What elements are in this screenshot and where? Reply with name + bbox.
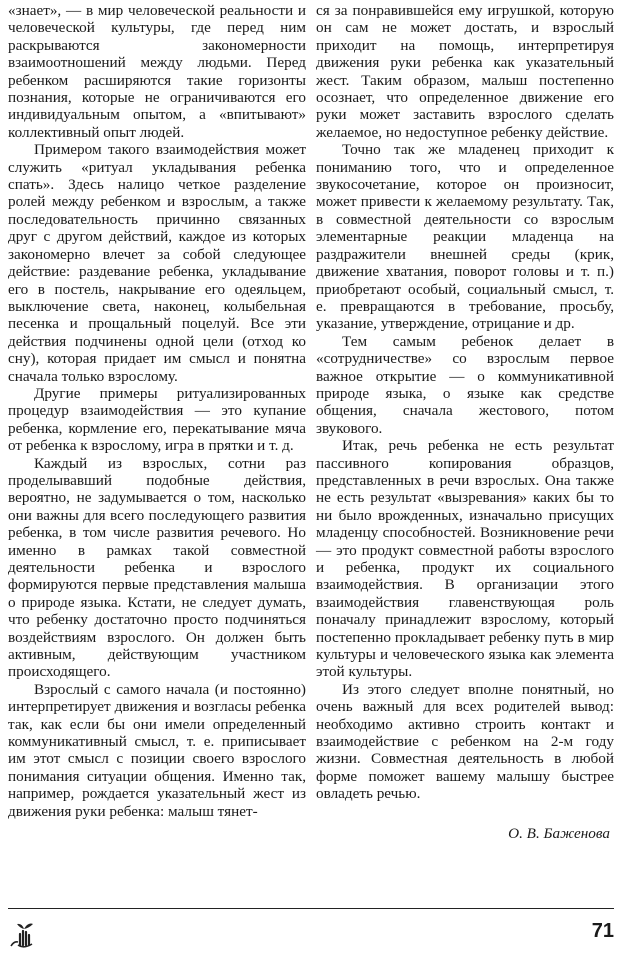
decorative-hand-sprout-icon bbox=[8, 920, 38, 950]
paragraph: Другие примеры ритуализированных процедур взаимодействия — это купание ребенка, кормление его, перекатывание мяча от ребенка к взрослому, игра в прятки и т. д. bbox=[8, 384, 306, 455]
paragraph: Примером такого взаимодействия может служить «ритуал укладывания ребенка спать». Здесь налицо четкое разделение ролей между ребенком и взрослым, а также последовательность причинно связанных друг с другом действий, каждое из которых закономерно влечет за собой следующее действие: раздевание ребенка, укладывание его в постель, накрывание его одеяльцем, выключение света, наконец, колыбельная песенка и прощальный поцелуй. Все эти действия подчинены одной цели (отход ко сну), которая придает им смысл и понятна сначала только взрослому. bbox=[8, 141, 306, 385]
article-right-column bbox=[316, 2, 614, 842]
paragraph: Точно так же младенец приходит к пониманию того, что и определенное звукосочетание, которое он произносит, может привести к желаемому результату. Так, в совместной деятельности со взрослым элементарные реакции младенца на раздражители внешней среды (крик, движение хватания, поворот головы и т. п.) приобретают особый, социальный смысл, т. е. превращаются в требование, просьбу, указание, утверждение, отрицание и др. bbox=[316, 141, 614, 333]
paragraph: «знает», — в мир человеческой реальности и человеческой культуры, где перед ним раскрываются закономерности взаимоотношений между людьми. Перед ребенком расширяются такие горизонты познания, которые не ограничиваются его индивидуальным опытом, а «впитывают» коллективный опыт людей. bbox=[8, 2, 306, 141]
author-signature: О. В. Баженова bbox=[508, 824, 610, 842]
paragraph: Взрослый с самого начала (и постоянно) интерпретирует движения и возгласы ребенка так, как если бы они имели определенный коммуникативный смысл, т. е. приписывает им этот смысл с позиции своего взрослого понимания ситуации общения. Именно так, например, рождается указательный жест из движения руки ребенка: малыш тянет- bbox=[8, 680, 306, 820]
footer-divider bbox=[8, 908, 614, 909]
paragraph: Из этого следует вполне понятный, но очень важный для всех родителей вывод: необходимо активно строить контакт и взаимодействие с ребенком на 2-м году жизни. Совместная деятельность в любой форме поможет вашему малышу быстрее овладеть речью. bbox=[316, 680, 614, 803]
paragraph: Тем самым ребенок делает в «сотрудничестве» со взрослым первое важное открытие — о коммуникативной природе языка, о языке как средстве общения, сначала жестового, потом звукового. bbox=[316, 332, 614, 437]
article-left-column bbox=[8, 2, 306, 820]
paragraph: Итак, речь ребенка не есть результат пассивного копирования образцов, представленных в речи взрослых. Она также не есть результат «вызревания» каких бы то ни было врожденных, изначально присущих младенцу способностей. Возникновение речи — это продукт совместной работы взрослого и ребенка, продукт их социального взаимодействия. В организации этого взаимодействия главенствующая роль поначалу принадлежит взрослому, который постепенно прокладывает ребенку путь в мир культуры и человеческого языка как элемента этой культуры. bbox=[316, 437, 614, 681]
paragraph: Каждый из взрослых, сотни раз проделывавший подобные действия, вероятно, не задумывается о том, насколько они важны для всего последующего развития ребенка, в том числе развития речевого. Но именно в рамках такой совместной деятельности ребенка и взрослого формируются первые представления малыша о природе языка. Кстати, не следует думать, что ребенку достаточно просто подчиняться воздействиям взрослого. Он должен быть активным, действующим участником происходящего. bbox=[8, 454, 306, 681]
paragraph: ся за понравившейся ему игрушкой, которую он сам не может достать, и взрослый приходит на помощь, интерпретируя движения руки ребенка как указательный жест. Таким образом, малыш постепенно осознает, что определенное движение его руки может заставить взрослого сделать желаемое, но недоступное ребенку действие. bbox=[316, 2, 614, 141]
page-number: 71 bbox=[591, 920, 614, 942]
